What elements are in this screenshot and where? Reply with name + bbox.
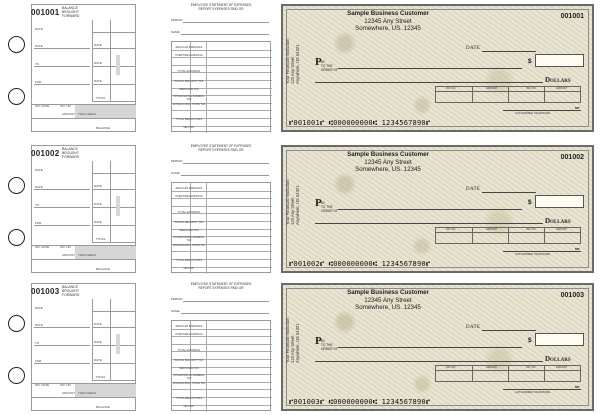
stub-field-label: AMOUNT bbox=[62, 391, 75, 395]
register-cell-label: WITHHOLDING FEDERAL TAX bbox=[173, 374, 205, 380]
pay-initial: P bbox=[315, 335, 322, 347]
register-row-divider bbox=[172, 50, 272, 51]
pay-initial: P bbox=[315, 197, 322, 209]
check-row bbox=[0, 0, 600, 133]
dollar-sign: $ bbox=[528, 199, 532, 206]
stub-field-label: THIS CHECK bbox=[78, 112, 97, 116]
customer-block bbox=[328, 10, 448, 33]
amount-words-field[interactable] bbox=[315, 223, 543, 224]
dollars-label: Dollars bbox=[545, 217, 571, 225]
memo-column-label: AMOUNT bbox=[556, 87, 568, 90]
stub-check-number: 001001 bbox=[31, 8, 60, 17]
memo-column-divider bbox=[508, 366, 509, 381]
check-row bbox=[0, 279, 600, 412]
stub-field-label: FOR bbox=[35, 359, 42, 363]
dollars-label: Dollars bbox=[545, 355, 571, 363]
stub-field-label: INV. DATE bbox=[35, 245, 50, 249]
stub-rule bbox=[92, 207, 136, 208]
stub-field-label: TOTAL bbox=[96, 375, 106, 379]
stub-rule bbox=[92, 225, 136, 226]
stub-divider bbox=[92, 20, 93, 102]
pay-to-line: ORDER OF bbox=[321, 346, 338, 351]
business-check bbox=[281, 4, 594, 132]
customer-street: 12345 Any Street bbox=[364, 296, 412, 304]
dollar-sign: $ bbox=[528, 58, 532, 65]
register-cell-label: SOCIAL SECURITY TAX bbox=[174, 221, 204, 224]
stub-balance-forward-label bbox=[62, 6, 79, 18]
stub-rule bbox=[34, 48, 90, 49]
memo-column-label: INV. NO. bbox=[526, 87, 537, 90]
stub-field-label: DATE bbox=[94, 61, 102, 65]
register-cell-label: NET PAY bbox=[183, 126, 195, 129]
register-row-divider bbox=[172, 389, 272, 390]
register-title bbox=[171, 283, 271, 291]
payee-field[interactable] bbox=[338, 347, 522, 348]
memo-column-label: INV. NO. bbox=[446, 87, 457, 90]
register-title-line: EMPLOYEE STATEMENT OF EXPENSES bbox=[190, 282, 252, 286]
binder-hole-icon bbox=[8, 88, 25, 105]
customer-city: Somewhere, US. 12345 bbox=[355, 304, 421, 311]
bank-info-line: 123 Any Street bbox=[290, 56, 295, 84]
register-name-label: NAME bbox=[171, 30, 180, 34]
amount-words-field[interactable] bbox=[315, 361, 543, 362]
register-cell-label: MEDICARE TAX bbox=[179, 367, 199, 370]
stub-field-label: FOR bbox=[35, 80, 42, 84]
stub-rule bbox=[31, 397, 136, 398]
stub-field-label: DATE bbox=[94, 358, 102, 362]
business-check bbox=[281, 283, 594, 411]
register-cell-label: SOCIAL SECURITY TAX bbox=[174, 359, 204, 362]
register-cell-label: MEDICARE TAX bbox=[179, 88, 199, 91]
customer-city: Somewhere, US. 12345 bbox=[355, 166, 421, 173]
stub-field-label: AMOUNT bbox=[62, 253, 75, 257]
customer-name: Sample Business Customer bbox=[347, 289, 429, 296]
customer-city: Somewhere, US. 12345 bbox=[355, 25, 421, 32]
stub-rule bbox=[92, 242, 136, 243]
register-row-divider bbox=[172, 198, 272, 199]
stub-field-label: INV. DATE bbox=[35, 104, 50, 108]
stub-balance-text: BROUGHT bbox=[62, 151, 79, 155]
stub-balance-forward-label bbox=[62, 147, 79, 159]
register-rule bbox=[181, 175, 269, 176]
dollar-sign: $ bbox=[528, 337, 532, 344]
date-field[interactable] bbox=[482, 51, 536, 52]
mp-label: MP bbox=[575, 385, 580, 389]
register-row-divider bbox=[172, 206, 272, 207]
register-period-label: PERIOD bbox=[171, 18, 183, 22]
stub-rule bbox=[92, 84, 136, 85]
memo-table bbox=[435, 365, 581, 382]
register-rule bbox=[181, 34, 269, 35]
register-row-divider bbox=[172, 65, 272, 66]
stub-field-label: DATE bbox=[94, 322, 102, 326]
pay-to-line: AY bbox=[321, 60, 326, 64]
register-rule bbox=[183, 22, 269, 23]
stub-shaded-cell bbox=[116, 334, 120, 354]
stub-shaded-cell bbox=[116, 196, 120, 216]
register-row-divider bbox=[172, 344, 272, 345]
memo-column-label: AMOUNT bbox=[556, 366, 568, 369]
bank-info-line: 123 Any Street bbox=[290, 335, 295, 363]
amount-box[interactable] bbox=[535, 333, 584, 346]
payee-field[interactable] bbox=[338, 68, 522, 69]
stub-rule bbox=[92, 363, 136, 364]
signature-label: AUTHORIZED SIGNATURE bbox=[515, 111, 551, 115]
register-cell-label: TOTAL EARNINGS bbox=[177, 349, 201, 352]
payee-field[interactable] bbox=[338, 209, 522, 210]
stub-balance-text: BROUGHT bbox=[62, 289, 79, 293]
customer-name: Sample Business Customer bbox=[347, 10, 429, 17]
bank-info-line: 123 Any Street bbox=[290, 197, 295, 225]
memo-column-divider bbox=[508, 228, 509, 243]
binder-hole-icon bbox=[8, 315, 25, 332]
register-name-label: NAME bbox=[171, 309, 180, 313]
stub-field-label: BALANCE bbox=[96, 267, 111, 271]
stub-balance-text: BALANCE bbox=[62, 6, 78, 10]
stub-field-label: BALANCE bbox=[96, 126, 111, 130]
stub-field-label: DATE bbox=[94, 184, 102, 188]
register-title bbox=[171, 4, 271, 12]
expense-register bbox=[171, 283, 271, 411]
memo-column-divider bbox=[472, 87, 473, 102]
stub-field-label: DATE bbox=[94, 202, 102, 206]
stub-balance-forward-label bbox=[62, 285, 79, 297]
register-cell-label: TOTAL DEDUCTIONS bbox=[176, 259, 202, 262]
memo-column-divider bbox=[544, 366, 545, 381]
stub-field-label: INV. NO. bbox=[60, 383, 72, 387]
register-cell-label: WITHHOLDING STATE TAX bbox=[172, 382, 206, 385]
stub-field-label: DATE bbox=[94, 43, 102, 47]
bank-info-line: Anywhere, US 54321 bbox=[295, 323, 300, 363]
register-rule bbox=[183, 301, 269, 302]
check-row bbox=[0, 141, 600, 274]
stub-divider bbox=[110, 20, 111, 102]
register-cell-label: WITHHOLDING FEDERAL TAX bbox=[173, 95, 205, 101]
register-table bbox=[171, 41, 271, 132]
customer-name: Sample Business Customer bbox=[347, 151, 429, 158]
stub-rule bbox=[92, 189, 136, 190]
expense-register bbox=[171, 145, 271, 273]
register-title-line: EMPLOYEE STATEMENT OF EXPENSES bbox=[190, 144, 252, 148]
stub-rule bbox=[92, 380, 136, 381]
stub-rule bbox=[34, 363, 90, 364]
check-number: 001002 bbox=[560, 154, 584, 161]
stub-rule bbox=[34, 207, 90, 208]
micr-line: ⑈001003⑈ ⑆000000000⑆ 1234567890⑈ bbox=[289, 398, 431, 406]
stub-rule bbox=[92, 66, 136, 67]
stub-field-label: DATE bbox=[35, 323, 43, 327]
register-cell-label: REGULAR EARNINGS bbox=[175, 187, 203, 190]
pay-to-line: TO THE bbox=[321, 63, 333, 68]
register-title-line: REPORT EXPENSES PAID OR bbox=[198, 147, 244, 152]
register-cell-label: WITHHOLDING STATE TAX bbox=[172, 244, 206, 247]
register-cell-label: TOTAL DEDUCTIONS bbox=[176, 118, 202, 121]
stub-divider bbox=[92, 161, 93, 243]
signature-label: AUTHORIZED SIGNATURE bbox=[515, 252, 551, 256]
date-label: DATE bbox=[466, 325, 481, 330]
bank-info-line: Your Financial Institution bbox=[285, 38, 290, 84]
date-label: DATE bbox=[466, 187, 481, 192]
memo-column-label: AMOUNT bbox=[486, 366, 498, 369]
memo-table bbox=[435, 227, 581, 244]
check-number: 001001 bbox=[560, 13, 584, 20]
stub-field-label: FOR bbox=[35, 221, 42, 225]
stub-field-label: INV. DATE bbox=[35, 383, 50, 387]
register-cell-label: WITHHOLDING STATE TAX bbox=[172, 103, 206, 106]
register-title-line: REPORT EXPENSES PAID OR bbox=[198, 285, 244, 290]
bank-info-line: Your Financial Institution bbox=[285, 317, 290, 363]
stub-balance-text: FORWARD bbox=[62, 14, 80, 18]
stub-field-label: INV. NO. bbox=[60, 104, 72, 108]
register-cell-label: TOTAL DEDUCTIONS bbox=[176, 397, 202, 400]
register-name-label: NAME bbox=[171, 171, 180, 175]
stub-rule bbox=[34, 84, 90, 85]
register-row-divider bbox=[172, 329, 272, 330]
pay-to-label bbox=[321, 61, 338, 72]
register-cell-label: NET PAY bbox=[183, 405, 195, 408]
stub-rule bbox=[34, 225, 90, 226]
stub-field-label: TO bbox=[35, 203, 40, 207]
pay-to-line: ORDER OF bbox=[321, 208, 338, 213]
stub-field-label: DATE bbox=[35, 27, 43, 31]
stub-balance-text: FORWARD bbox=[62, 155, 80, 159]
stub-field-label: DATE bbox=[94, 220, 102, 224]
memo-column-label: AMOUNT bbox=[486, 87, 498, 90]
stub-check-number: 001003 bbox=[31, 287, 60, 296]
stub-field-label: DATE bbox=[94, 79, 102, 83]
stub-field-label: THIS CHECK bbox=[78, 253, 97, 257]
pay-to-line: ORDER OF bbox=[321, 67, 338, 72]
register-row-divider bbox=[172, 110, 272, 111]
stub-balance-text: BROUGHT bbox=[62, 10, 79, 14]
signature-label: AUTHORIZED SIGNATURE bbox=[515, 390, 551, 394]
bank-info-line: Your Financial Institution bbox=[285, 179, 290, 225]
register-rule bbox=[181, 313, 269, 314]
stub-field-label: THIS CHECK bbox=[78, 391, 97, 395]
stub-rule bbox=[92, 327, 136, 328]
stub-field-label: TO bbox=[35, 341, 40, 345]
stub-field-label: DATE bbox=[35, 168, 43, 172]
stub-divider bbox=[110, 299, 111, 381]
binder-hole-icon bbox=[8, 177, 25, 194]
memo-column-divider bbox=[472, 228, 473, 243]
stub-field-label: TOTAL bbox=[96, 237, 106, 241]
register-period-label: PERIOD bbox=[171, 159, 183, 163]
register-cell-label: WITHHOLDING FEDERAL TAX bbox=[173, 236, 205, 242]
register-title bbox=[171, 145, 271, 153]
amount-box[interactable] bbox=[535, 54, 584, 67]
memo-column-divider bbox=[472, 366, 473, 381]
register-cell-label: OVERTIME EARNINGS bbox=[175, 333, 203, 336]
register-cell-label: SOCIAL SECURITY TAX bbox=[174, 80, 204, 83]
register-rule bbox=[183, 163, 269, 164]
register-period-label: PERIOD bbox=[171, 297, 183, 301]
binder-hole-icon bbox=[8, 229, 25, 246]
pay-to-line: TO THE bbox=[321, 204, 333, 209]
customer-street: 12345 Any Street bbox=[364, 158, 412, 166]
check-number: 001003 bbox=[560, 292, 584, 299]
stub-field-label: TO bbox=[35, 62, 40, 66]
pay-to-line: TO THE bbox=[321, 342, 333, 347]
pay-initial: P bbox=[315, 56, 322, 68]
stub-rule bbox=[92, 173, 136, 174]
customer-block bbox=[328, 289, 448, 312]
stub-balance-text: BALANCE bbox=[62, 285, 78, 289]
customer-block bbox=[328, 151, 448, 174]
stub-rule bbox=[92, 101, 136, 102]
stub-field-label: DATE bbox=[35, 185, 43, 189]
stub-balance-text: BALANCE bbox=[62, 147, 78, 151]
stub-rule bbox=[92, 345, 136, 346]
date-label: DATE bbox=[466, 46, 481, 51]
pay-to-line: AY bbox=[321, 201, 326, 205]
memo-column-divider bbox=[508, 87, 509, 102]
register-table bbox=[171, 182, 271, 273]
date-field[interactable] bbox=[482, 192, 536, 193]
register-title-line: REPORT EXPENSES PAID OR bbox=[198, 6, 244, 11]
stub-field-label: DATE bbox=[35, 44, 43, 48]
register-cell-label: OVERTIME EARNINGS bbox=[175, 195, 203, 198]
stub-rule bbox=[92, 48, 136, 49]
binder-hole-icon bbox=[8, 36, 25, 53]
stub-field-label: DATE bbox=[94, 340, 102, 344]
memo-column-label: INV. NO. bbox=[446, 228, 457, 231]
stub-rule bbox=[34, 66, 90, 67]
amount-words-field[interactable] bbox=[315, 82, 543, 83]
pay-to-label bbox=[321, 340, 338, 351]
register-cell-label: REGULAR EARNINGS bbox=[175, 46, 203, 49]
micr-line: ⑈001002⑈ ⑆000000000⑆ 1234567890⑈ bbox=[289, 260, 431, 268]
stub-field-label: DATE bbox=[35, 306, 43, 310]
register-table bbox=[171, 320, 271, 411]
pay-to-line: AY bbox=[321, 339, 326, 343]
stub-rule bbox=[31, 118, 136, 119]
memo-column-divider bbox=[544, 228, 545, 243]
register-cell-label: TOTAL EARNINGS bbox=[177, 70, 201, 73]
bank-info-line: Anywhere, US 54321 bbox=[295, 185, 300, 225]
bank-info bbox=[285, 39, 300, 84]
register-row-divider bbox=[172, 191, 272, 192]
stub-rule bbox=[34, 327, 90, 328]
bank-info-line: Anywhere, US 54321 bbox=[295, 44, 300, 84]
memo-column-label: INV. NO. bbox=[526, 366, 537, 369]
dollars-label: Dollars bbox=[545, 76, 571, 84]
memo-table bbox=[435, 86, 581, 103]
stub-divider bbox=[110, 161, 111, 243]
amount-box[interactable] bbox=[535, 195, 584, 208]
stub-rule bbox=[31, 259, 136, 260]
stub-balance-text: FORWARD bbox=[62, 293, 80, 297]
stub-rule bbox=[92, 32, 136, 33]
micr-line: ⑈001001⑈ ⑆000000000⑆ 1234567890⑈ bbox=[289, 119, 431, 127]
stub-rule bbox=[34, 345, 90, 346]
stub-rule bbox=[34, 189, 90, 190]
mp-label: MP bbox=[575, 106, 580, 110]
pay-to-label bbox=[321, 202, 338, 213]
register-title-line: EMPLOYEE STATEMENT OF EXPENSES bbox=[190, 3, 252, 7]
register-cell-label: REGULAR EARNINGS bbox=[175, 325, 203, 328]
business-check bbox=[281, 145, 594, 273]
stub-field-label: BALANCE bbox=[96, 405, 111, 409]
stub-rule bbox=[92, 311, 136, 312]
date-field[interactable] bbox=[482, 330, 536, 331]
bank-info bbox=[285, 318, 300, 363]
register-cell-label: OVERTIME EARNINGS bbox=[175, 54, 203, 57]
register-cell-label: NET PAY bbox=[183, 267, 195, 270]
memo-column-label: INV. NO. bbox=[526, 228, 537, 231]
bank-info bbox=[285, 180, 300, 225]
binder-hole-icon bbox=[8, 367, 25, 384]
stub-field-label: INV. NO. bbox=[60, 245, 72, 249]
memo-column-divider bbox=[544, 87, 545, 102]
memo-column-label: INV. NO. bbox=[446, 366, 457, 369]
register-cell-label: MEDICARE TAX bbox=[179, 229, 199, 232]
stub-shaded-cell bbox=[116, 55, 120, 75]
stub-divider bbox=[92, 299, 93, 381]
customer-street: 12345 Any Street bbox=[364, 17, 412, 25]
stub-check-number: 001002 bbox=[31, 149, 60, 158]
stub-field-label: TOTAL bbox=[96, 96, 106, 100]
register-cell-label: TOTAL EARNINGS bbox=[177, 211, 201, 214]
stub-field-label: AMOUNT bbox=[62, 112, 75, 116]
mp-label: MP bbox=[575, 247, 580, 251]
memo-column-label: AMOUNT bbox=[486, 228, 498, 231]
register-row-divider bbox=[172, 251, 272, 252]
register-row-divider bbox=[172, 57, 272, 58]
register-row-divider bbox=[172, 336, 272, 337]
memo-column-label: AMOUNT bbox=[556, 228, 568, 231]
expense-register bbox=[171, 4, 271, 132]
